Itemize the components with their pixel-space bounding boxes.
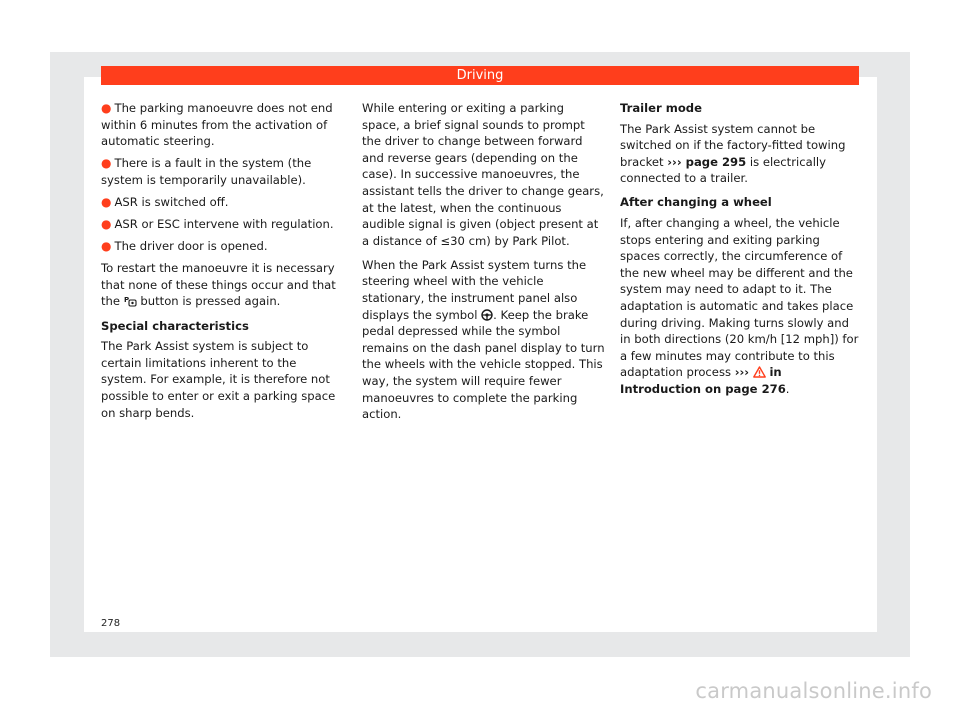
watermark: carmanualsonline.info — [695, 679, 932, 703]
column-1 — [101, 100, 345, 429]
list-item — [101, 216, 345, 233]
warning-triangle-icon — [753, 366, 766, 378]
list-item — [101, 238, 345, 255]
column-3 — [620, 100, 860, 405]
steering-text-end: . Keep the brake pedal depressed while the symbol remains on the dash panel display to turn the wheels with the vehicle stopped. This way, the system will require fewer manoeuvres to complete the parking action. — [362, 307, 605, 422]
park-assist-button-icon — [124, 295, 137, 307]
list-item-text: The parking manoeuvre does not end within 6 minutes from the activation of automatic steering. — [101, 101, 333, 149]
list-item-text: The driver door is opened. — [114, 239, 268, 254]
bullet-icon: ● — [101, 101, 112, 115]
svg-text:P: P — [123, 296, 129, 305]
restart-text-end: button is pressed again. — [140, 294, 281, 309]
list-item — [101, 100, 345, 150]
gear-paragraph: While entering or exiting a parking space, a brief signal sounds to prompt the driver to change between forward and reverse gears (depending on the case). In successive manoeuvres, the assistant tells the driver to change gears, at the latest, when the continuous audible signal is given (object present at a distance of ≤30 cm) by Park Pilot. — [362, 101, 604, 248]
trailer-paragraph — [620, 121, 860, 187]
special-paragraph: The Park Assist system is subject to certain limitations inherent to the system. For example, it is therefore not possible to enter or exit a parking space on sharp bends. — [101, 339, 336, 420]
steering-text: When the Park Assist system turns the steering wheel with the vehicle stationary, the instrument panel also displays the symbol — [362, 257, 587, 322]
list-item-text: ASR or ESC intervene with regulation. — [114, 217, 334, 232]
trailer-text: The Park Assist system cannot be switched on if the factory-fitted towing bracket — [620, 121, 846, 169]
trailer-heading: Trailer mode — [620, 101, 702, 115]
list-item — [101, 155, 345, 188]
steering-wheel-symbol-icon — [481, 309, 493, 321]
wheel-heading: After changing a wheel — [620, 195, 772, 210]
page-number: 278 — [101, 618, 121, 629]
wheel-text: If, after changing a wheel, the vehicle stops entering and exiting parking spaces correctly, the circumference of the new wheel may be different and the system may need to adapt to it. The adaptation is automatic and takes place during driving. Making turns slowly and in both directions (20 km/h [12 mph]) for a few minutes may contribute to this adaptation process — [620, 216, 859, 380]
column-2 — [362, 100, 605, 430]
section-header: Driving — [101, 66, 859, 85]
list-item-text: There is a fault in the system (the system is temporarily unavailable). — [101, 156, 312, 187]
steering-paragraph — [362, 257, 605, 423]
wheel-paragraph — [620, 215, 860, 398]
bullet-icon: ● — [101, 217, 112, 232]
restart-text: To restart the manoeuvre it is necessary that none of these things occur and that the — [101, 261, 336, 309]
reference-arrows[interactable]: ››› — [734, 365, 750, 380]
special-heading: Special characteristics — [101, 318, 249, 333]
list-item — [101, 194, 345, 211]
introduction-reference-link[interactable]: in Introduction on page 276 — [620, 365, 786, 396]
page-reference-link[interactable]: ››› page 295 — [667, 154, 747, 169]
trailer-text-end: is electrically connected to a trailer. — [620, 154, 826, 186]
bullet-icon: ● — [101, 156, 112, 171]
wheel-text-end: . — [785, 382, 790, 396]
restart-paragraph — [101, 260, 345, 310]
list-item-text: ASR is switched off. — [114, 194, 229, 209]
bullet-icon: ● — [101, 239, 112, 254]
bullet-icon: ● — [101, 194, 112, 209]
